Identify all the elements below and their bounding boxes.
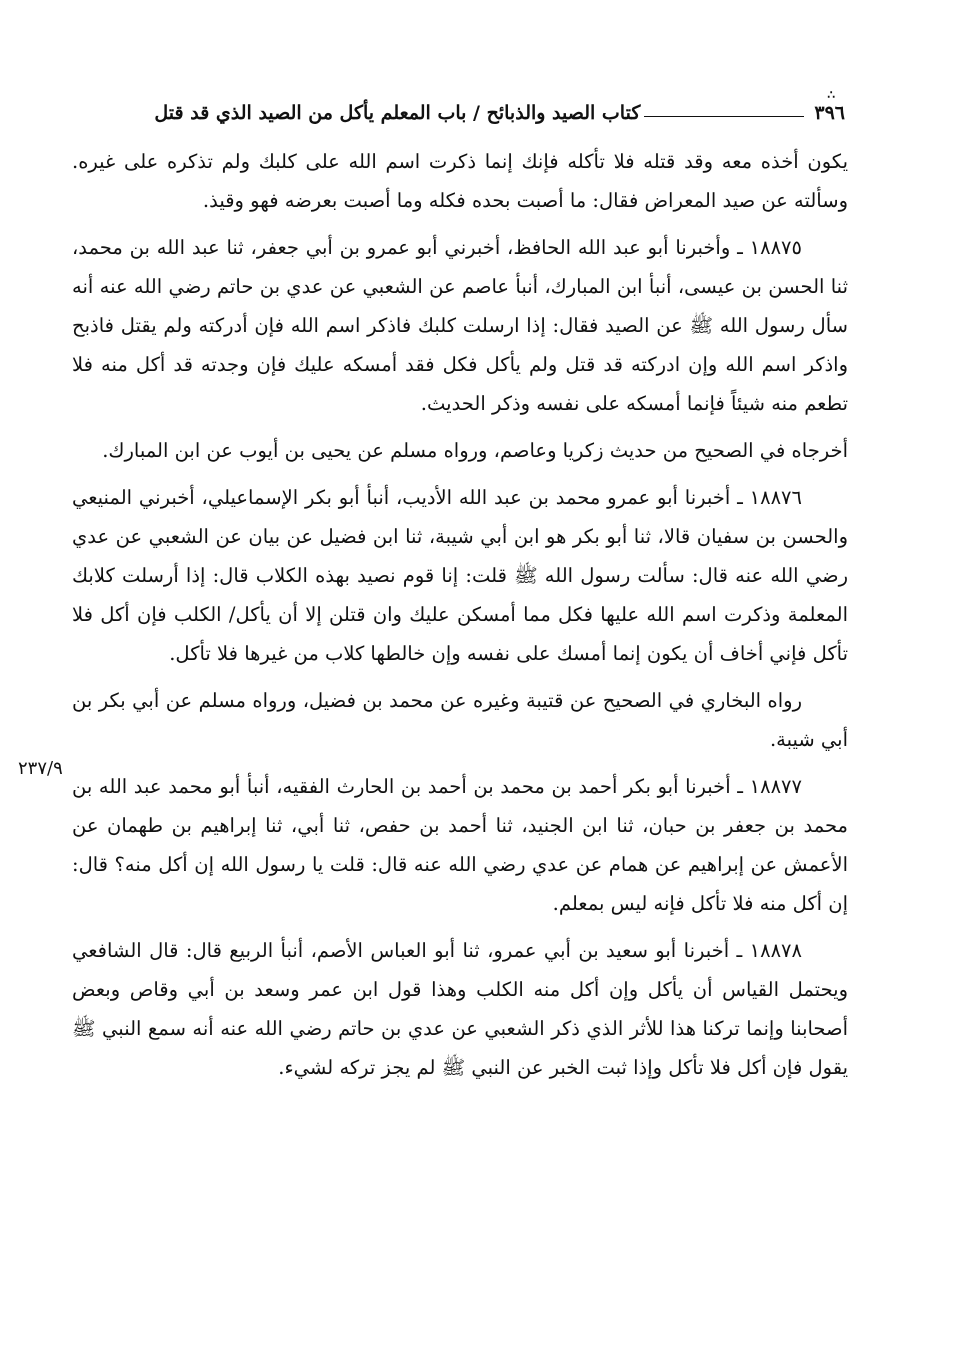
page-body — [72, 142, 848, 1095]
paragraph-hadith-18877: ١٨٨٧٧ ـ أخبرنا أبو بكر أحمد بن محمد بن أحمد بن الحارث الفقيه، أنبأ أبو محمد عبد الله بن محمد بن جعفر بن حبان، ثنا ابن الجنيد، ثنا أحمد بن حفص، ثنا أبي، ثنا إبراهيم بن طهمان عن الأعمش عن إبراهيم عن همام عن عدي رضي الله عنه قال: قلت يا رسول الله إن أكل منه؟ قال: إن أكل منه فلا تأكل فإنه ليس بمعلم. — [72, 775, 848, 915]
margin-reference: ٢٣٧/٩ — [18, 758, 63, 779]
paragraph-takhrij-2: رواه البخاري في الصحيح عن قتيبة وغيره عن محمد بن فضيل، ورواه مسلم عن أبي بكر بن أبي شيبة. — [72, 689, 848, 751]
paragraph-hadith-18876: ١٨٨٧٦ ـ أخبرنا أبو عمرو محمد بن عبد الله الأديب، أنبأ أبو بكر الإسماعيلي، أخبرني المنيعي والحسن بن سفيان قالا، ثنا أبو بكر هو ابن أبي شيبة، ثنا ابن فضيل عن بيان عن الشعبي عن عدي رضي الله عنه قال: سألت رسول الله ﷺ قلت: إنا قوم نصيد بهذه الكلاب قال: إذا أرسلت كلابك المعلمة وذكرت اسم الله عليها فكل مما أمسكن عليك وان قتلن إلا أن يأكل/ الكلب فإن أكل فلا تأكل فإني أخاف أن يكون إنما أمسك على نفسه وإن خالطها كلاب من غيرها فلا تأكل. — [72, 486, 848, 665]
page-number — [808, 88, 845, 124]
paragraph-hadith-18878: ١٨٨٧٨ ـ أخبرنا أبو سعيد بن أبي عمرو، ثنا أبو العباس الأصم، أنبأ الربيع قال: قال الشافعي ويحتمل القياس أن يأكل وإن أكل منه الكلب وهذا قول ابن عمر وسعد بن أبي وقاص وبعض أصحابنا وإنما تركنا هذا للأثر الذي ذكر الشعبي عن عدي بن حاتم رضي الله عنه أنه سمع النبي ﷺ يقول فإن أكل فلا تأكل وإذا ثبت الخبر عن النبي ﷺ لم يجز تركه لشيء. — [72, 939, 848, 1079]
paragraph-takhrij-1: أخرجاه في الصحيح من حديث زكريا وعاصم، ورواه مسلم عن يحيى بن أيوب عن ابن المبارك. — [102, 439, 848, 462]
paragraph-hadith-18875: ١٨٨٧٥ ـ وأخبرنا أبو عبد الله الحافظ، أخبرني أبو عمرو بن أبي جعفر، ثنا عبد الله بن محمد، ثنا الحسن بن عيسى، أنبأ ابن المبارك، أنبأ عاصم عن الشعبي عن عدي بن حاتم رضي الله عنه أنه سأل رسول الله ﷺ عن الصيد فقال: إذا ارسلت كلبك فاذكر اسم الله فإن أدركته ولم يقتل فاذبح واذكر اسم الله وإن ادركته قد قتل ولم يأكل فكل فقد أمسكه عليك فإن وجدته قد أكل منه فلا تطعم منه شيئاً فإنما أمسكه على نفسه وذكر الحديث. — [72, 236, 849, 415]
running-header — [75, 88, 845, 124]
header-ornament-dots: ∴ — [827, 88, 837, 102]
header-rule — [644, 116, 804, 117]
chapter-title: كتاب الصيد والذبائح / باب المعلم يأكل من الصيد الذي قد قتل — [154, 102, 641, 124]
paragraph-1: يكون أخذه معه وقد قتله فلا تأكله فإنك إنما ذكرت اسم الله على كلبك ولم تذكره على غيره. وسألته عن صيد المعراض فقال: ما أصبت بحده فكله وما أصبت بعرضه فهو وقيذ. — [72, 150, 848, 212]
page-number-text: ٣٩٦ — [814, 102, 845, 124]
